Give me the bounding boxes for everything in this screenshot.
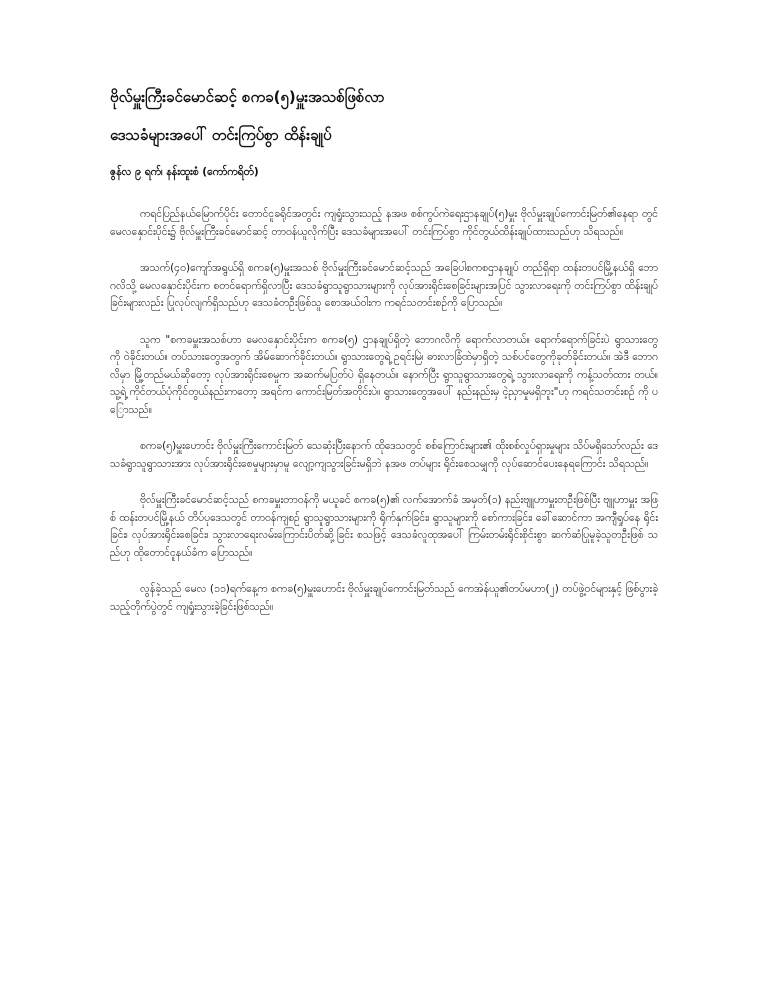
headline [110, 86, 658, 146]
body-paragraph-1: ကရင်ပြည်နယ်မြောက်ပိုင်း တောင်ငူခရိုင်အတွင်း ကျရှုံးသွားသည့် နအဖ စစ်ကွပ်ကဲရေးဌာနချုပ်(၅)မှူး ဗိုလ်မှူးချုပ်ကောင်းမြတ်၏နေရာ တွင် မေလနှောင်းပိုင်း၌ ဗိုလ်မှူးကြီးခင်မောင်ဆင့် တာဝန်ယူလိုက်ပြီး ဒေသခံများအပေါ် တင်းကြပ်စွာ ကိုင်တွယ်ထိန်းချုပ်ထားသည်ဟု သိရသည်။ [110, 208, 658, 238]
body-paragraph-3: သူက "စကခမှူးအသစ်ဟာ မေလနှောင်းပိုင်းက စကခ(၅) ဌာနချုပ်ရှိတဲ့ ဘောဂလိကို ရောက်လာတယ်။ ရောက်ရောက်ခြင်းပဲ ရွာသားတွေ ကို ဝဲခိုင်းတယ်။ တပ်သားတွေအတွက် အိမ်ဆောက်ခိုင်းတယ်။ ရွာသားတွေရဲ့ ဥရင်းမြဲ၊ ဓားလာခြံထဲမှာရှိတဲ့ သစ်ပင်တွေကိုခုတ်ခိုင်းတယ်။ အဲဒီ ဘောဂလိမှာ မြို့တည်မယ်ဆိုတော့ လုပ်အားရိုင်းစေမှုက အဆက်မပြတ်ပဲ ရှိနေတယ်။ နောက်ပြီး ရွာသူရွာသားတွေရဲ့ သွားလာရေးကို ကန့်သတ်ထား တယ်။ သူ့ရဲ့ ကိုင်တယ်ပုံကိုင်တွယ်နည်းကတော့ အရင်က ကောင်းမြတ်အတိုင်းပဲ။ ရွာသားတွေအပေါ် နည်းနည်းမှ ငဲ့ညှာမှုမရှိဘူး"ဟု ကရင်သတင်းစဉ် ကို ပြောသည်။ [110, 333, 658, 416]
body-paragraph-5: ဗိုလ်မှူးကြီးခင်မောင်ဆင့်သည် စကခမှူးတာဝန်ကို မယူခင် စကခ(၅)၏ လက်အောက်ခံ အမှတ်(၁) နည်းဗျူဟာမှူးတဦးဖြစ်ပြီး ဗျူဟာမှူး အဖြစ် ထန်းတပင်မြို့နယ် တိပ်ပုဒေသတွင် တာဝန်ကျစဉ် ရွာသူရွာသားများကို ရိုက်နှက်ခြင်း၊ ရွာသူများကို စော်ကားခြင်း၊ ခေါ်ဆောင်ကာ အကျီရှုပ်နေ ရိုင်းခြင်း၊ လုပ်အားရိုင်းစေခြင်း၊ သွားလာရေးလမ်းကြောင်းပိတ်ဆို့ခြင်း စသဖြင့် ဒေသခံလူထုအပေါ် ကြမ်းတမ်းရိုင်းစိုင်းစွာ ဆက်ဆံပြုမူခဲ့သူတဦးဖြစ် သည်ဟု ထိုတောင်ငူနယ်ခံက ပြောသည်။ [110, 494, 658, 559]
article [110, 86, 658, 635]
body-paragraph-6: လွန်ခဲ့သည် မေလ (၁၁)ရက်နေ့က စကခ(၅)မှူးဟောင်း ဗိုလ်မှူးချုပ်ကောင်းမြတ်သည် ကေအဲန်ယူ၏တပ်မဟာ(၂) တပ်ဖွဲ့ဝင်များနှင့် ဖြစ်ပွားခဲ့သည့်တိုက်ပွဲတွင် ကျရှုံးသွားခဲ့ခြင်းဖြစ်သည်။ [110, 583, 658, 613]
headline-line-1: ဗိုလ်မှူးကြီးခင်မောင်ဆင့် စကခ(၅)မှူးအသစ်ဖြစ်လာ [110, 88, 385, 106]
body-paragraph-2: အသက်(၄၀)ကျော်အရွယ်ရှိ စကခ(၅)မှူးအသစ် ဗိုလ်မှူးကြီးခင်မောင်ဆင့်သည် အခြေပါစကစဌာနချုပ် တည်ရှိရာ ထန်းတပင်မြို့နယ်ရှိ ဘော ဂလိသို့ မေလနှောင်းပိုင်းက စတင်ရောက်ရှိလာပြီး ဒေသခံရွာသူရွာသားများကို လုပ်အားရိုင်းစေခြင်းများအပြင် သွားလာရေးကို တင်းကြပ်စွာ ထိန်းချုပ် ခြင်းများလည်း ပြုလုပ်လျက်ရှိသည်ဟု ဒေသခံတဦးဖြစ်သူ စောအယ်ဝါးက ကရင်သတင်းစဉ်ကို ပြောသည်။ [110, 262, 658, 309]
byline: ဇွန်လ ၉ ရက်၊ နန်းထူးစံ (ကော်ကရိတ်) [110, 166, 259, 178]
body-paragraph-4: စကခ(၅)မှူးဟောင်း ဗိုလ်မှူးကြီးကောင်းမြတ် သေဆုံးပြီးနောက် ထိုဒေသတွင် စစ်ကြောင်းများ၏ ထိုးစစ်လှုပ်ရှားမှုများ သိပ်မရှိသော်လည်း ဒေသခံရွာသူရွာသားအား လုပ်အားရိုင်းစေမှုများမှာမူ လျော့ကျသွားခြင်းမရှိဘဲ နအဖ တပ်များ ရိုင်းစေသမျှကို လုပ်ဆောင်ပေးနေရကြောင်း သိရသည်။ [110, 440, 658, 470]
headline-line-2: ဒေသခံများအပေါ် တင်းကြပ်စွာ ထိန်းချုပ် [110, 126, 332, 144]
